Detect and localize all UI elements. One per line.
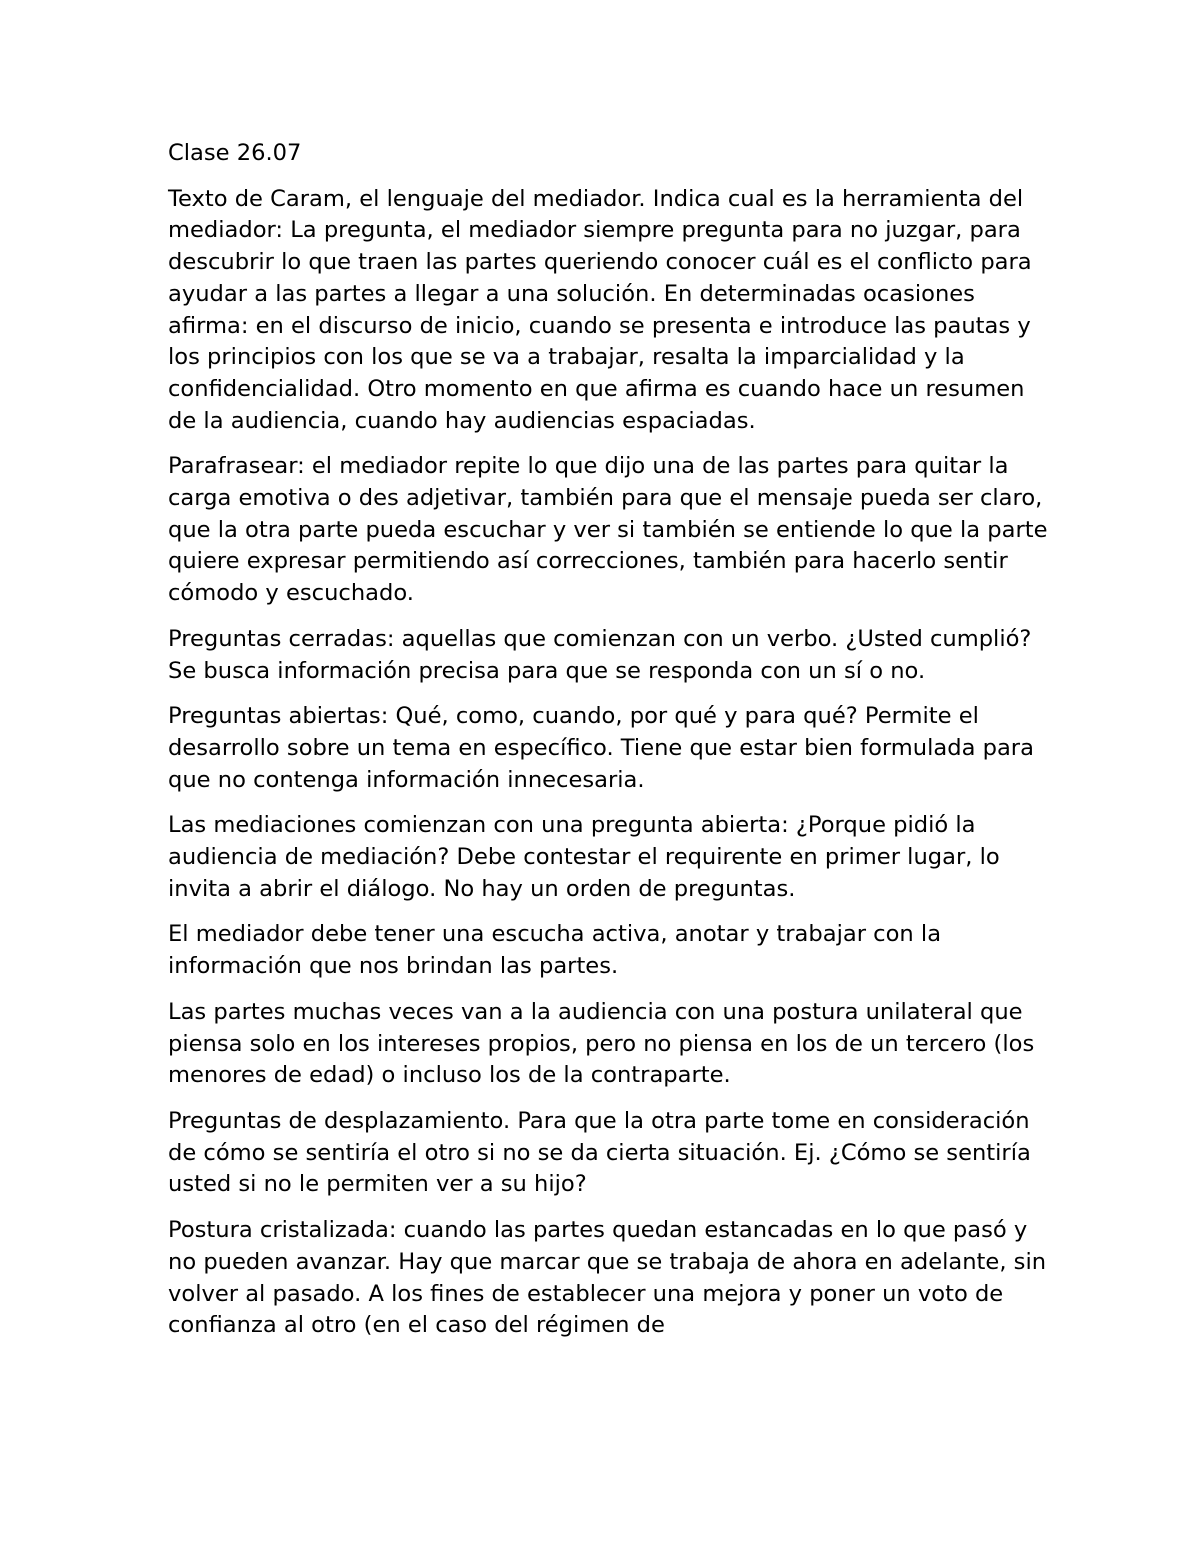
- paragraph: Texto de Caram, el lenguaje del mediador. Indica cual es la herramienta del mediador: La pregunta, el mediador siempre pregunta para no juzgar, para descubrir lo que traen las partes queriendo conocer cuál es el conflicto para ayudar a las partes a llegar a una solución. En determinadas ocasiones afirma: en el discurso de inicio, cuando se presenta e introduce las pautas y los principios con los que se va a trabajar, resalta la imparcialidad y la confidencialidad. Otro momento en que afirma es cuando hace un resumen de la audiencia, cuando hay audiencias espaciadas.: [168, 185, 1032, 434]
- paragraph: Preguntas cerradas: aquellas que comienzan con un verbo. ¿Usted cumplió? Se busca información precisa para que se responda con un sí o no.: [168, 625, 1032, 684]
- paragraph: Postura cristalizada: cuando las partes quedan estancadas en lo que pasó y no pueden avanzar. Hay que marcar que se trabaja de ahora en adelante, sin volver al pasado. A los fines de establecer una mejora y poner un voto de confianza al otro (en el caso del régimen de: [168, 1217, 1047, 1339]
- paragraph: Parafrasear: el mediador repite lo que dijo una de las partes para quitar la carga emotiva o des adjetivar, también para que el mensaje pueda ser claro, que la otra parte pueda escuchar y ver si también se entiende lo que la parte quiere expresar permitiendo así correcciones, también para hacerlo sentir cómodo y escuchado.: [168, 453, 1048, 607]
- paragraph: Preguntas de desplazamiento. Para que la otra parte tome en consideración de cómo se sentiría el otro si no se da cierta situación. Ej. ¿Cómo se sentiría usted si no le permiten ver a su hijo?: [168, 1107, 1031, 1198]
- paragraph: Las mediaciones comienzan con una pregunta abierta: ¿Porque pidió la audiencia de mediación? Debe contestar el requirente en primer lugar, lo invita a abrir el diálogo. No hay un orden de preguntas.: [168, 812, 1000, 902]
- paragraph: Preguntas abiertas: Qué, como, cuando, por qué y para qué? Permite el desarrollo sobre un tema en específico. Tiene que estar bien formulada para que no contenga información innecesaria.: [168, 703, 1034, 793]
- document-page: [168, 138, 1048, 1356]
- document-title: Clase 26.07: [168, 140, 302, 166]
- paragraph: Las partes muchas veces van a la audiencia con una postura unilateral que piensa solo en los intereses propios, pero no piensa en los de un tercero (los menores de edad) o incluso los de la contraparte.: [168, 998, 1035, 1089]
- paragraph: El mediador debe tener una escucha activa, anotar y trabajar con la información que nos brindan las partes.: [168, 921, 942, 980]
